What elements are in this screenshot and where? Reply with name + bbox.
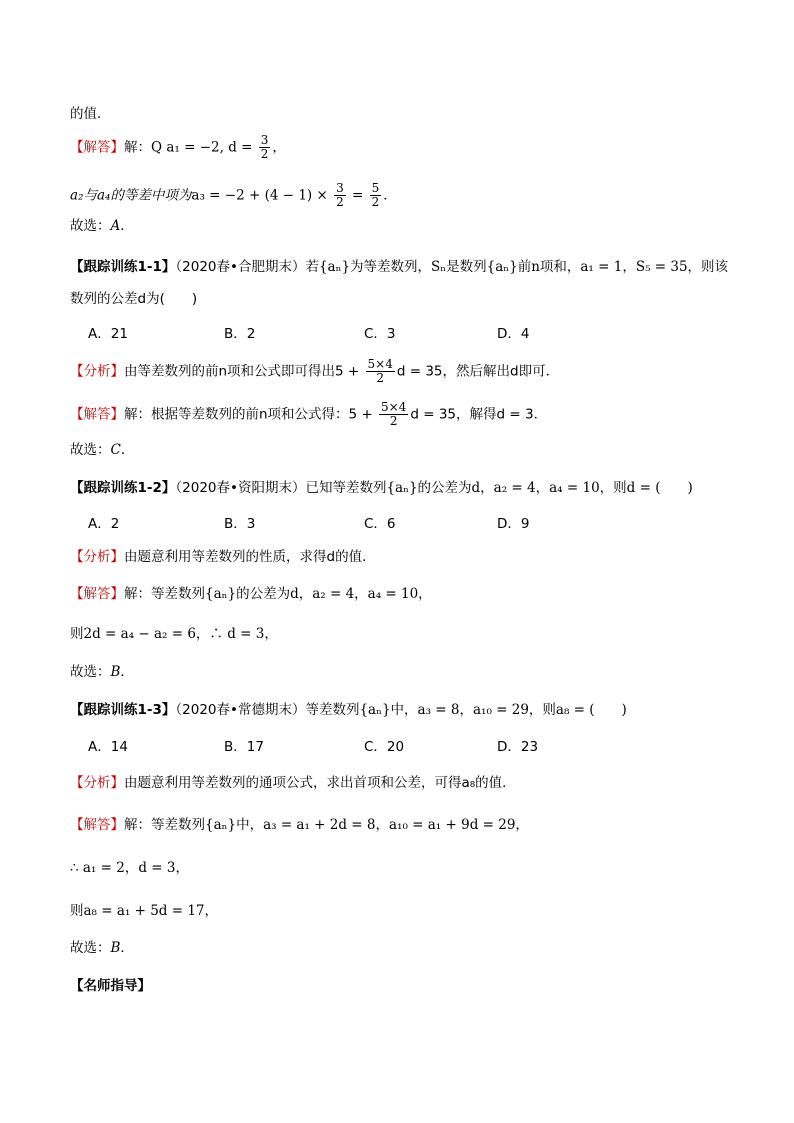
text: 解：等差数列{aₙ}中，a₃ = a₁ + 2d = 8，a₁₀ = a₁ + 9d = 29， (124, 817, 529, 833)
numerator: 5×4 (381, 400, 407, 414)
text-line (70, 104, 111, 124)
answer-line (70, 401, 547, 428)
analysis-tag: 【分析】 (70, 549, 124, 565)
denominator: 2 (389, 414, 398, 428)
text: 故选： (70, 940, 111, 956)
text: ． (120, 940, 134, 956)
text: a₂与a₄的等差中项为 (70, 187, 192, 204)
option: B．17 (224, 739, 264, 755)
answer-line (70, 584, 432, 604)
analysis-tag: 【分析】 (70, 363, 124, 380)
denominator: 2 (260, 147, 269, 161)
option: C．6 (364, 516, 396, 532)
text: ∴ a₁ = 2，d = 3， (70, 860, 189, 876)
fraction (366, 358, 395, 385)
choice-line (70, 938, 134, 958)
denominator: 2 (371, 195, 380, 209)
answer-line (70, 134, 286, 161)
math: a₃ = −2 + (4 − 1) × (191, 187, 333, 204)
text: ． (383, 187, 397, 204)
choice: B (110, 664, 121, 680)
choice-line (70, 440, 134, 460)
option: D．9 (497, 516, 530, 532)
option: C．20 (364, 739, 405, 755)
text: d = 35，然后解出d即可． (396, 363, 560, 380)
analysis-line (70, 358, 559, 385)
option: D．4 (497, 326, 530, 342)
source: （2020春•资阳期末）已知等差数列 (175, 480, 387, 496)
text: 解：根据等差数列的前n项和公式得：5 + (124, 406, 378, 423)
text: 故选： (70, 218, 111, 234)
text: 故选： (70, 664, 111, 680)
text-line (70, 901, 218, 921)
analysis-line (70, 773, 516, 793)
numerator: 3 (336, 181, 344, 195)
text: 解：等差数列{aₙ}的公差为d，a₂ = 4，a₄ = 10， (124, 586, 432, 602)
answer-tag: 【解答】 (70, 406, 124, 423)
choice: C (110, 442, 121, 458)
problem-2-line (70, 478, 693, 498)
problem-3-line (70, 700, 627, 720)
text: ． (120, 218, 134, 234)
answer-tag: 【解答】 (70, 139, 124, 156)
text: ． (120, 442, 135, 458)
text: {aₙ}为等差数列，Sₙ是数列{aₙ}前n项和，a₁ = 1，S₅ = 35，则该 (318, 259, 729, 275)
option: A．21 (88, 326, 128, 342)
text: 则2d = a₄ − a₂ = 6，∴ d = 3， (70, 626, 278, 642)
text: {aₙ}中，a₃ = 8，a₁₀ = 29，则a₈ = ( ) (359, 702, 627, 718)
fraction (259, 134, 271, 161)
option: A．14 (88, 739, 128, 755)
text: ， (272, 139, 286, 156)
problem-tag: 【跟踪训练1-2】 (70, 480, 176, 496)
text: 由等差数列的前n项和公式即可得出5 + (124, 363, 364, 380)
text: 数列的公差d为( ) (70, 291, 198, 307)
answer-tag: 【解答】 (70, 586, 124, 602)
numerator: 5×4 (367, 357, 393, 371)
text: ． (120, 664, 134, 680)
text: 解： (124, 139, 151, 156)
fraction (379, 401, 408, 428)
option: B．2 (224, 326, 256, 342)
section-heading (70, 976, 151, 996)
choice: B (110, 940, 121, 956)
source: （2020春•合肥期末）若 (175, 259, 319, 275)
text: {aₙ}的公差为d，a₂ = 4，a₄ = 10，则d = ( ) (386, 480, 693, 496)
math: Q a₁ = −2, d = (151, 139, 257, 156)
text-line (70, 289, 197, 309)
problem-1-line (70, 257, 728, 277)
text: 由题意利用等差数列的性质，求得d的值． (124, 549, 376, 565)
problem-tag: 【跟踪训练1-3】 (70, 702, 176, 718)
denominator: 2 (376, 371, 385, 385)
option: A．2 (88, 516, 120, 532)
option: C．3 (364, 326, 396, 342)
text-line (70, 624, 278, 644)
text-line (70, 858, 189, 878)
numerator: 3 (260, 133, 269, 147)
option: B．3 (224, 516, 256, 532)
answer-line (70, 815, 529, 835)
source: （2020春•常德期末）等差数列 (175, 702, 360, 718)
text: 故选： (70, 442, 111, 458)
analysis-line (70, 547, 376, 567)
choice: A (110, 218, 121, 234)
math: = (347, 187, 368, 204)
numerator: 5 (371, 181, 380, 195)
section-title: 【名师指导】 (70, 978, 151, 994)
text: 的值． (70, 106, 111, 122)
text: 由题意利用等差数列的通项公式，求出首项和公差，可得a₈的值． (124, 775, 516, 791)
choice-line (70, 216, 134, 236)
choice-line (70, 662, 134, 682)
analysis-tag: 【分析】 (70, 775, 124, 791)
option: D．23 (497, 739, 539, 755)
fraction (334, 182, 346, 209)
text-line (70, 182, 397, 209)
text: d = 35，解得d = 3． (410, 406, 548, 423)
problem-tag: 【跟踪训练1-1】 (70, 259, 176, 275)
answer-tag: 【解答】 (70, 817, 124, 833)
denominator: 2 (336, 195, 344, 209)
text: 则a₈ = a₁ + 5d = 17， (70, 903, 219, 919)
fraction (370, 182, 382, 209)
